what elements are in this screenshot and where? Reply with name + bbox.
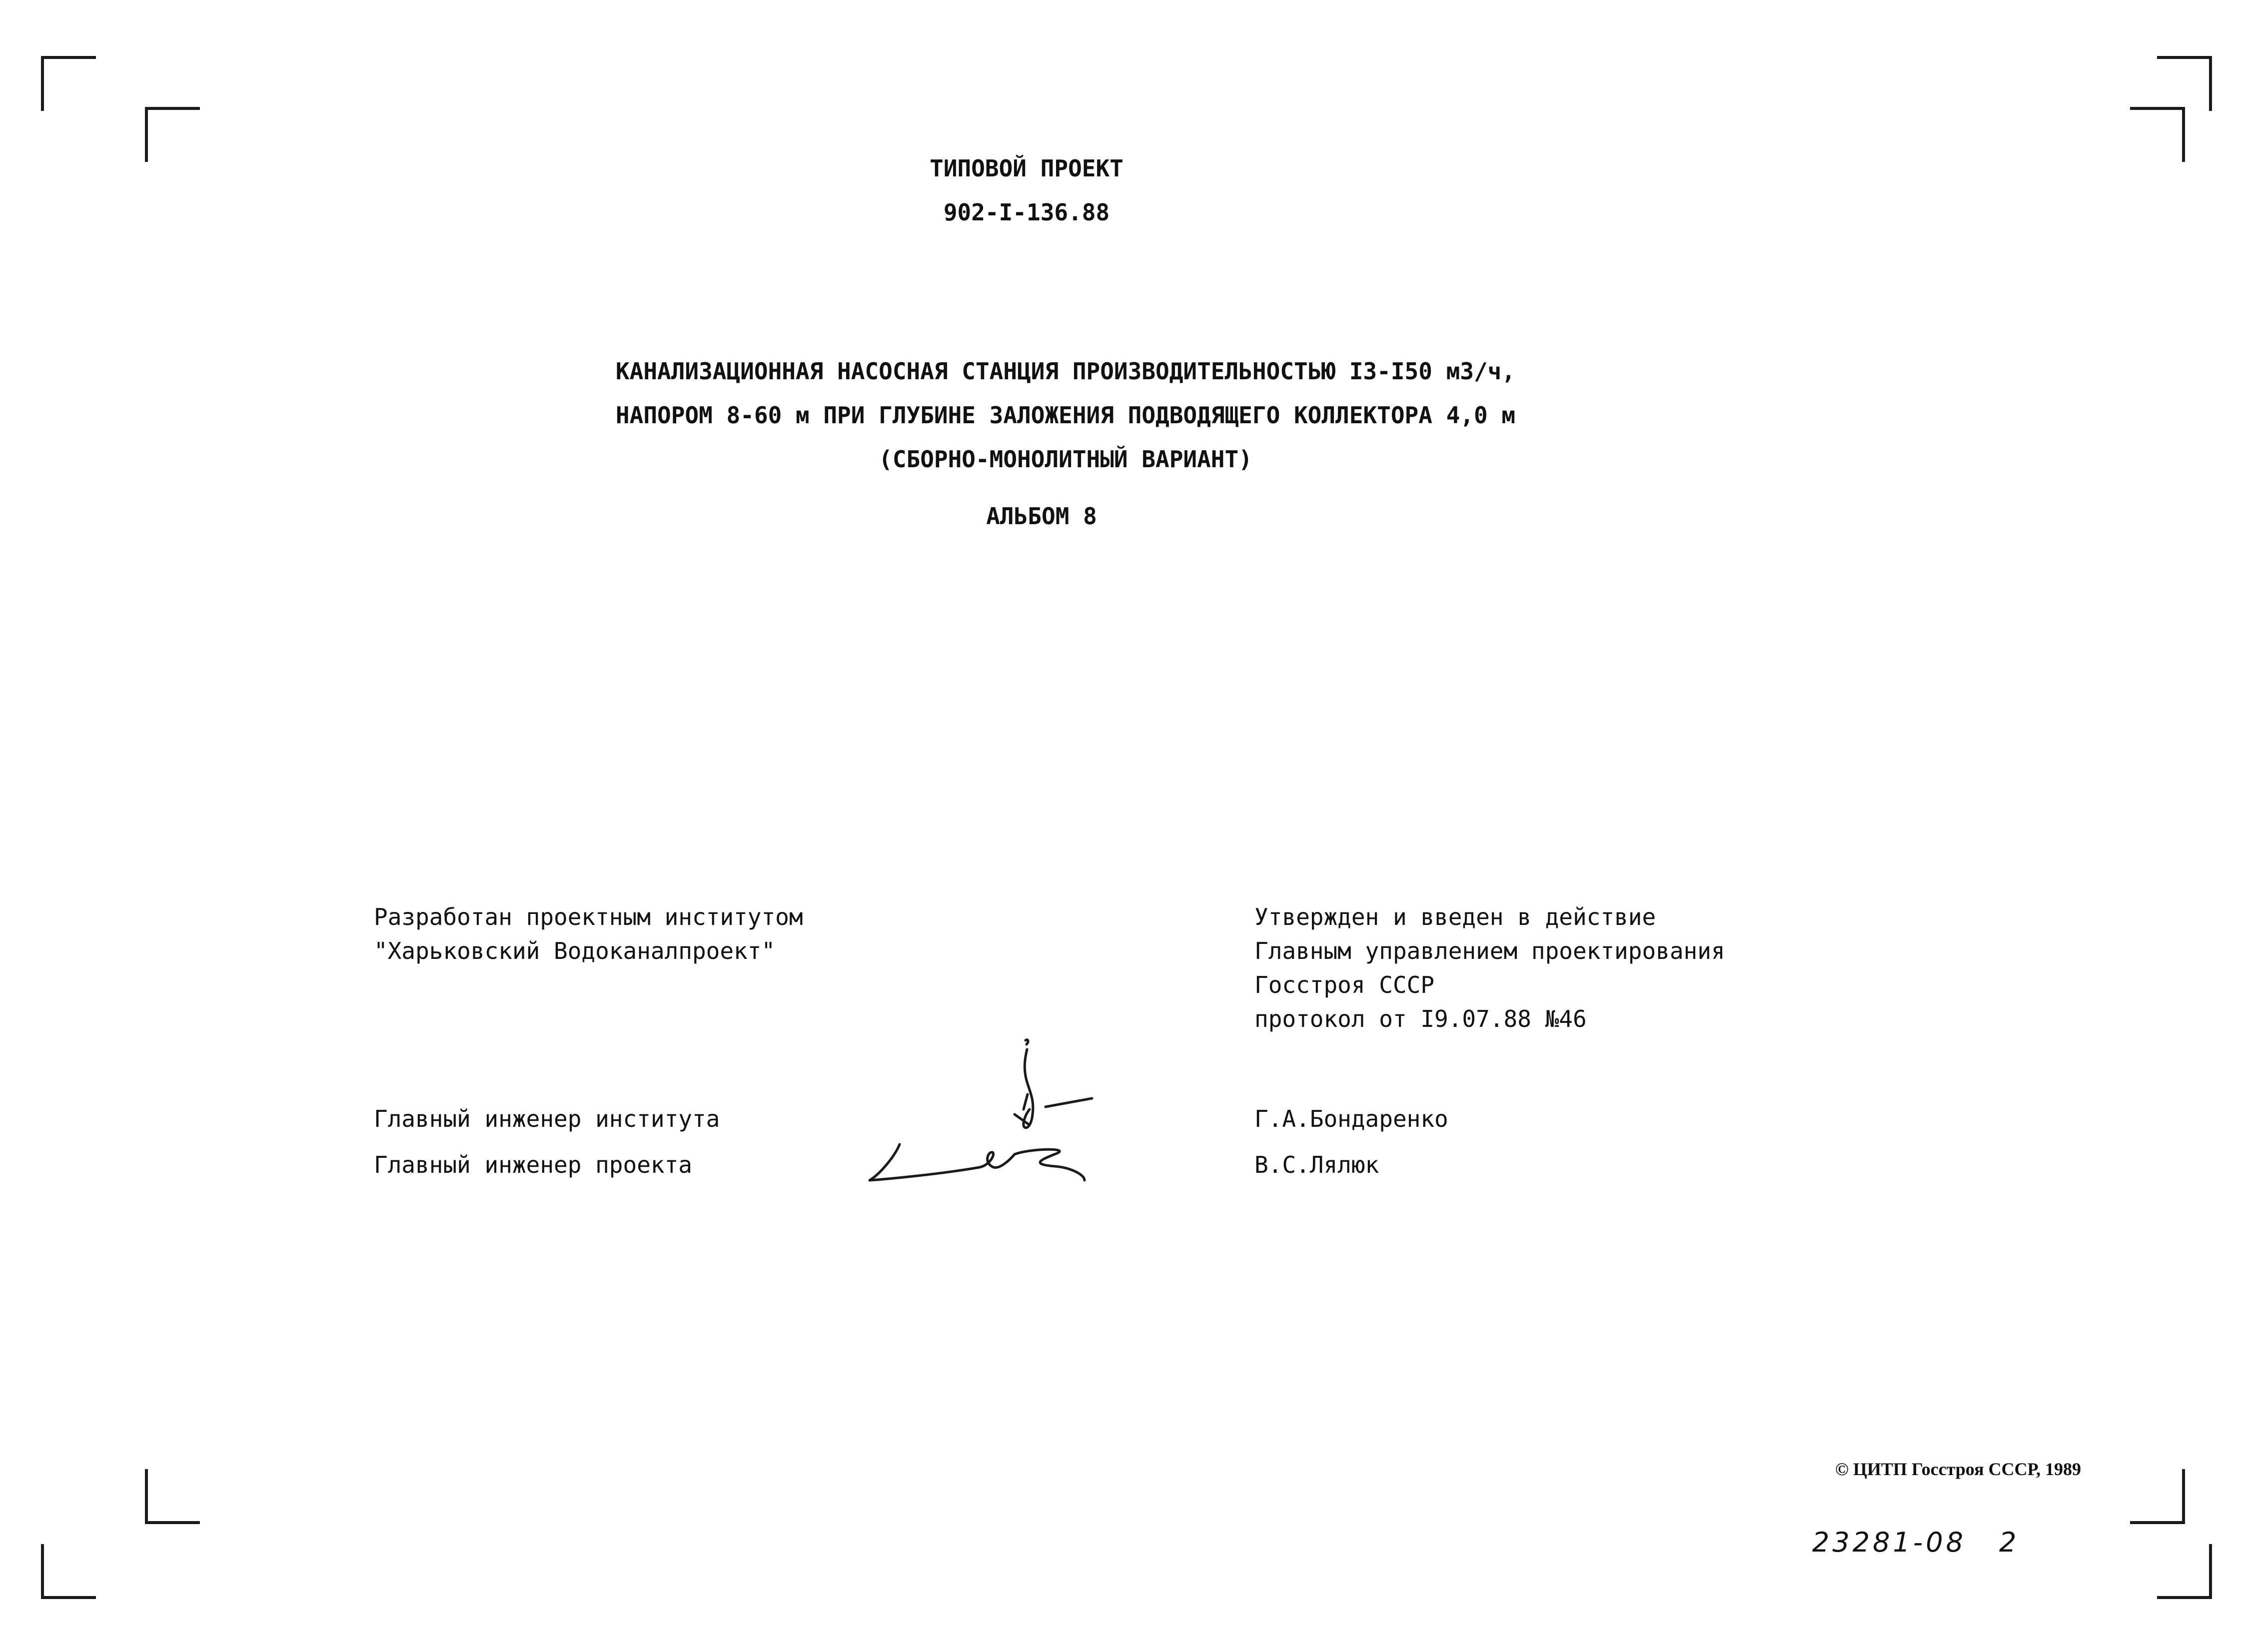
crop-mark-bottom-left-outer — [41, 1544, 96, 1599]
crop-mark-top-right-inner — [2130, 107, 2185, 162]
signatory-name: В.С.Лялюк — [1254, 1151, 1379, 1178]
copyright-notice: © ЦИТП Госстроя СССР, 1989 — [1835, 1459, 2082, 1479]
crop-mark-bottom-right-outer — [2157, 1544, 2212, 1599]
document-number: 23281-08 — [1812, 1527, 1966, 1558]
title-line-3: (СБОРНО-МОНОЛИТНЫЙ ВАРИАНТ) — [879, 446, 1252, 473]
project-number: 902-I-136.88 — [943, 199, 1110, 226]
signatory-role: Главный инженер проекта — [374, 1151, 692, 1178]
project-type-heading: ТИПОВОЙ ПРОЕКТ — [930, 155, 1123, 182]
crop-mark-bottom-left-inner — [145, 1469, 200, 1524]
approval-line-2: Главным управлением проектирования — [1254, 937, 1725, 964]
approval-line-1: Утвержден и введен в действие — [1254, 903, 1656, 930]
crop-mark-top-right-outer — [2157, 56, 2212, 111]
title-line-1: КАНАЛИЗАЦИОННАЯ НАСОСНАЯ СТАНЦИЯ ПРОИЗВОДИТЕЛЬНОСТЬЮ I3-I50 м3/ч, — [615, 358, 1516, 385]
crop-mark-top-left-outer — [41, 56, 96, 111]
developer-line-2: "Харьковский Водоканалпроект" — [374, 937, 776, 964]
album-number: АЛЬБОМ 8 — [986, 503, 1097, 530]
signature-chief-engineer-institute — [980, 1039, 1100, 1144]
signatory-name: Г.А.Бондаренко — [1254, 1105, 1448, 1132]
signatory-role: Главный инженер института — [374, 1105, 720, 1132]
approval-protocol: протокол от I9.07.88 №46 — [1254, 1005, 1587, 1032]
approval-line-3: Госстроя СССР — [1254, 971, 1435, 998]
crop-mark-top-left-inner — [145, 107, 200, 162]
page-number: 2 — [1999, 1527, 2020, 1558]
crop-mark-bottom-right-inner — [2130, 1469, 2185, 1524]
developer-line-1: Разработан проектным институтом — [374, 903, 803, 930]
signature-chief-engineer-project — [865, 1134, 1095, 1189]
title-line-2: НАПОРОМ 8-60 м ПРИ ГЛУБИНЕ ЗАЛОЖЕНИЯ ПОДВОДЯЩЕГО КОЛЛЕКТОРА 4,0 м — [615, 402, 1516, 429]
